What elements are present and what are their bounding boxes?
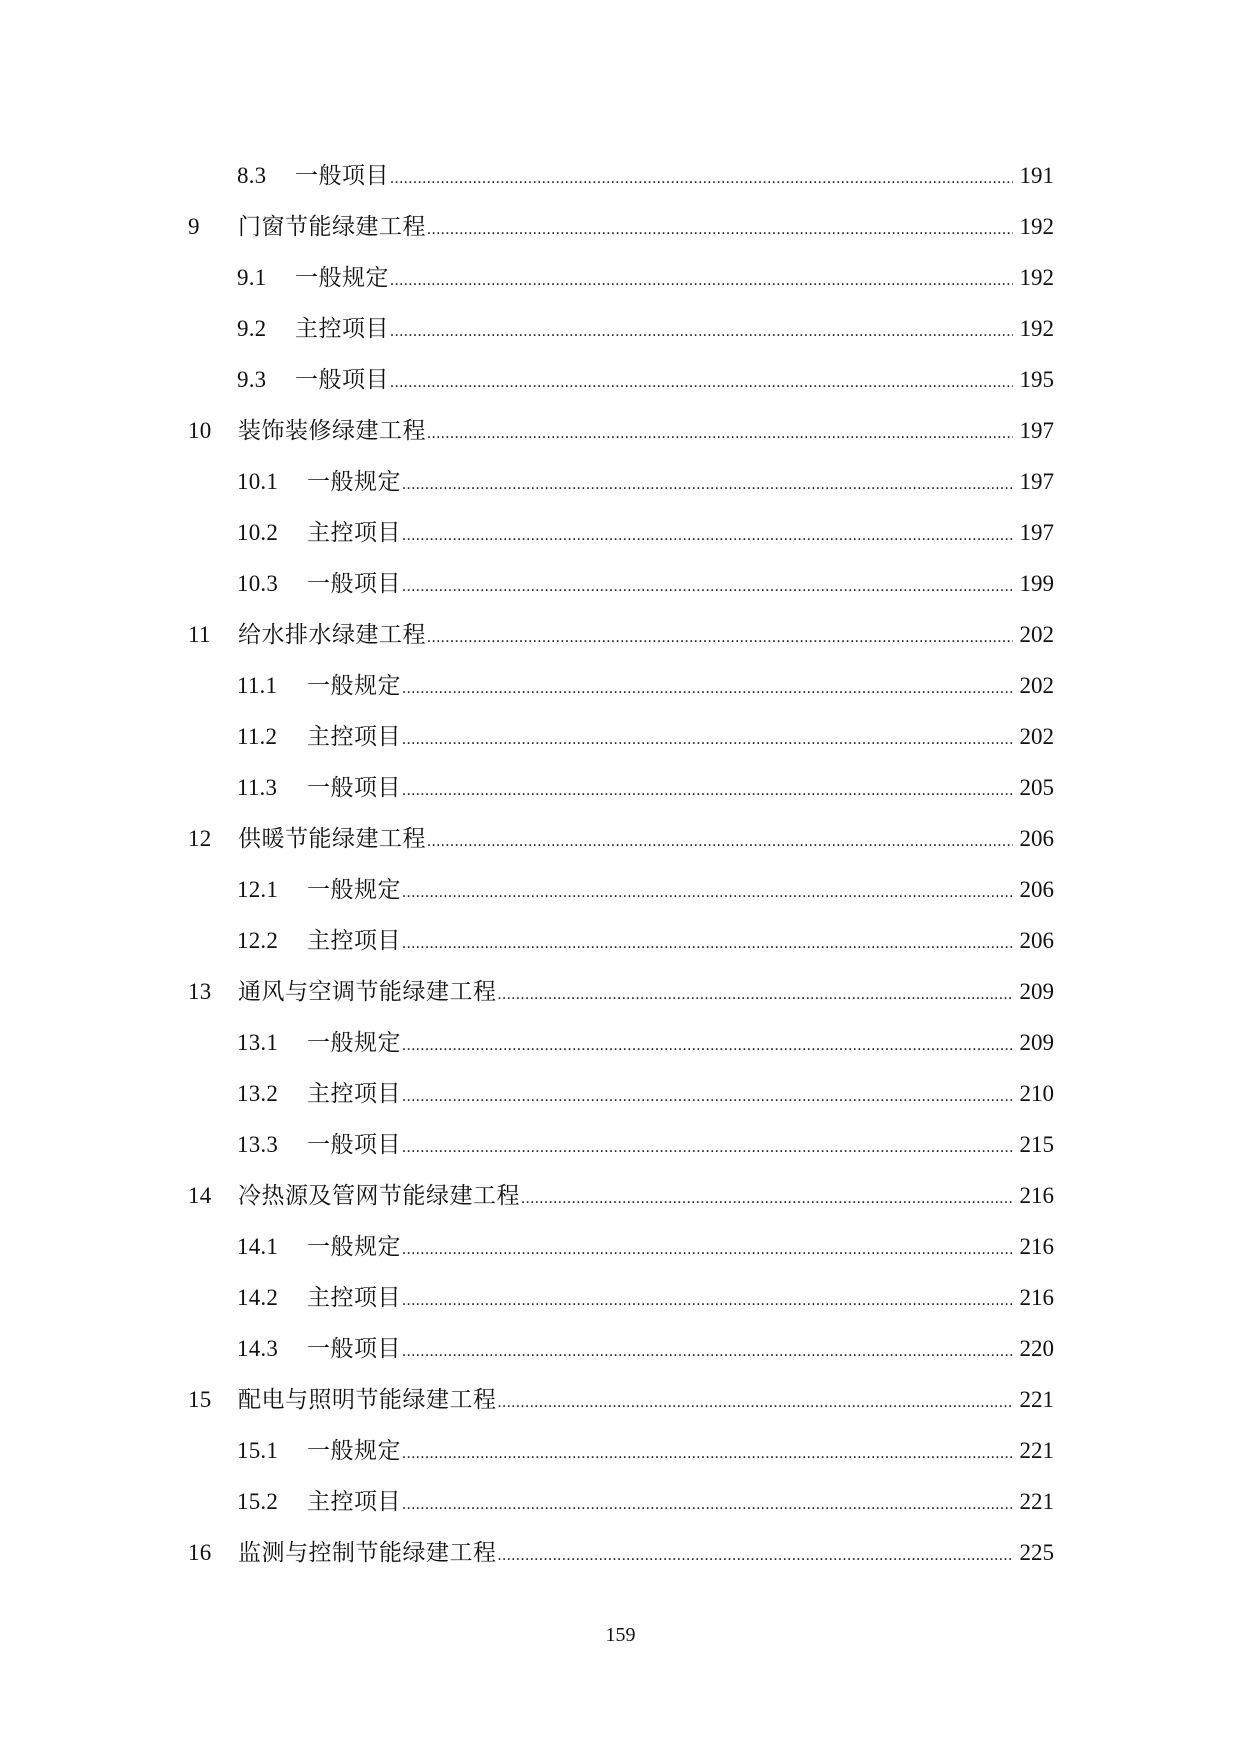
toc-dot-leader [402, 569, 1013, 599]
toc-chapter-entry[interactable] [0, 1527, 1241, 1578]
toc-entry-number: 14.2 [237, 1284, 279, 1310]
toc-entry-page: 206 [1019, 876, 1054, 902]
toc-entry-page: 225 [1019, 1539, 1054, 1565]
toc-entry-title: 主控项目 [307, 1284, 401, 1310]
toc-entry-title: 通风与空调节能绿建工程 [238, 978, 497, 1004]
toc-entry-page: 197 [1019, 468, 1054, 494]
toc-entry-title: 主控项目 [307, 723, 401, 749]
toc-dot-leader [521, 1181, 1013, 1211]
toc-chapter-entry[interactable] [0, 1374, 1241, 1425]
toc-entry-number: 10.3 [237, 570, 279, 596]
toc-dot-leader [402, 1436, 1013, 1466]
toc-entry-page: 197 [1019, 519, 1054, 545]
toc-chapter-entry[interactable] [0, 405, 1241, 456]
toc-entry-title: 一般规定 [307, 1233, 401, 1259]
toc-entry-title: 供暖节能绿建工程 [238, 825, 426, 851]
toc-entry-title: 一般项目 [307, 1131, 401, 1157]
toc-entry-number: 15 [188, 1386, 212, 1412]
toc-chapter-entry[interactable] [0, 201, 1241, 252]
toc-section-entry[interactable] [0, 1323, 1241, 1374]
toc-entry-number: 15.2 [237, 1488, 279, 1514]
toc-entry-title: 一般规定 [307, 468, 401, 494]
toc-entry-number: 11.1 [237, 672, 278, 698]
toc-entry-title: 一般规定 [295, 264, 389, 290]
toc-dot-leader [402, 926, 1013, 956]
toc-entry-number: 9 [188, 213, 200, 239]
toc-entry-title: 一般规定 [307, 876, 401, 902]
toc-entry-number: 11.2 [237, 723, 278, 749]
toc-dot-leader [427, 416, 1013, 446]
toc-entry-number: 12 [188, 825, 212, 851]
toc-entry-title: 主控项目 [295, 315, 389, 341]
toc-dot-leader [402, 722, 1013, 752]
toc-entry-page: 216 [1019, 1233, 1054, 1259]
toc-dot-leader [402, 1028, 1013, 1058]
toc-section-entry[interactable] [0, 1476, 1241, 1527]
toc-dot-leader [498, 1538, 1014, 1568]
toc-entry-number: 12.1 [237, 876, 279, 902]
toc-entry-number: 11.3 [237, 774, 278, 800]
toc-entry-number: 15.1 [237, 1437, 279, 1463]
toc-dot-leader [402, 1130, 1013, 1160]
toc-dot-leader [402, 1487, 1013, 1517]
toc-section-entry[interactable] [0, 711, 1241, 762]
toc-section-entry[interactable] [0, 303, 1241, 354]
toc-dot-leader [390, 161, 1013, 191]
toc-entry-title: 主控项目 [307, 1488, 401, 1514]
toc-entry-title: 一般项目 [307, 570, 401, 596]
toc-section-entry[interactable] [0, 558, 1241, 609]
toc-section-entry[interactable] [0, 354, 1241, 405]
toc-dot-leader [427, 620, 1013, 650]
toc-entry-title: 主控项目 [307, 927, 401, 953]
toc-entry-page: 199 [1019, 570, 1054, 596]
toc-entry-number: 13 [188, 978, 212, 1004]
toc-section-entry[interactable] [0, 456, 1241, 507]
toc-dot-leader [402, 1283, 1013, 1313]
toc-entry-number: 9.2 [237, 315, 267, 341]
toc-dot-leader [498, 1385, 1014, 1415]
toc-entry-number: 10 [188, 417, 212, 443]
toc-entry-page: 202 [1019, 621, 1054, 647]
toc-entry-title: 一般规定 [307, 672, 401, 698]
toc-entry-number: 12.2 [237, 927, 279, 953]
toc-entry-title: 门窗节能绿建工程 [238, 213, 426, 239]
toc-section-entry[interactable] [0, 660, 1241, 711]
toc-entry-title: 一般规定 [307, 1437, 401, 1463]
toc-entry-page: 209 [1019, 1029, 1054, 1055]
toc-chapter-entry[interactable] [0, 1170, 1241, 1221]
table-of-contents [0, 150, 1241, 1578]
toc-entry-title: 冷热源及管网节能绿建工程 [238, 1182, 520, 1208]
toc-entry-number: 10.1 [237, 468, 279, 494]
toc-section-entry[interactable] [0, 252, 1241, 303]
toc-entry-title: 主控项目 [307, 519, 401, 545]
toc-dot-leader [390, 314, 1013, 344]
toc-entry-page: 206 [1019, 825, 1054, 851]
toc-section-entry[interactable] [0, 1272, 1241, 1323]
toc-entry-title: 一般项目 [307, 774, 401, 800]
toc-entry-number: 9.1 [237, 264, 267, 290]
toc-entry-page: 210 [1019, 1080, 1054, 1106]
toc-section-entry[interactable] [0, 1068, 1241, 1119]
toc-entry-page: 209 [1019, 978, 1054, 1004]
toc-dot-leader [498, 977, 1014, 1007]
toc-dot-leader [427, 824, 1013, 854]
toc-entry-page: 192 [1019, 213, 1054, 239]
toc-dot-leader [402, 773, 1013, 803]
toc-section-entry[interactable] [0, 915, 1241, 966]
toc-entry-number: 8.3 [237, 162, 267, 188]
toc-entry-page: 216 [1019, 1284, 1054, 1310]
toc-entry-number: 14.1 [237, 1233, 279, 1259]
toc-entry-number: 9.3 [237, 366, 267, 392]
toc-chapter-entry[interactable] [0, 609, 1241, 660]
toc-chapter-entry[interactable] [0, 966, 1241, 1017]
toc-entry-title: 配电与照明节能绿建工程 [238, 1386, 497, 1412]
toc-entry-page: 220 [1019, 1335, 1054, 1361]
toc-entry-page: 192 [1019, 264, 1054, 290]
toc-section-entry[interactable] [0, 1221, 1241, 1272]
toc-entry-page: 197 [1019, 417, 1054, 443]
toc-section-entry[interactable] [0, 1017, 1241, 1068]
toc-entry-page: 206 [1019, 927, 1054, 953]
toc-section-entry[interactable] [0, 1425, 1241, 1476]
toc-entry-number: 14.3 [237, 1335, 279, 1361]
toc-entry-number: 13.1 [237, 1029, 279, 1055]
toc-dot-leader [427, 212, 1013, 242]
toc-dot-leader [402, 875, 1013, 905]
toc-entry-number: 14 [188, 1182, 212, 1208]
toc-entry-page: 221 [1019, 1386, 1054, 1412]
toc-dot-leader [402, 1334, 1013, 1364]
toc-section-entry[interactable] [0, 150, 1241, 201]
toc-dot-leader [402, 518, 1013, 548]
toc-dot-leader [390, 263, 1013, 293]
toc-section-entry[interactable] [0, 864, 1241, 915]
toc-entry-number: 13.2 [237, 1080, 279, 1106]
page-number: 159 [605, 1624, 636, 1646]
toc-entry-page: 215 [1019, 1131, 1054, 1157]
toc-entry-number: 16 [188, 1539, 212, 1565]
toc-section-entry[interactable] [0, 507, 1241, 558]
toc-entry-number: 13.3 [237, 1131, 279, 1157]
toc-entry-page: 202 [1019, 723, 1054, 749]
toc-entry-page: 221 [1019, 1488, 1054, 1514]
toc-dot-leader [402, 1232, 1013, 1262]
toc-entry-page: 205 [1019, 774, 1054, 800]
toc-dot-leader [402, 671, 1013, 701]
toc-chapter-entry[interactable] [0, 813, 1241, 864]
toc-entry-title: 装饰装修绿建工程 [238, 417, 426, 443]
toc-entry-title: 一般项目 [295, 162, 389, 188]
toc-dot-leader [390, 365, 1013, 395]
toc-section-entry[interactable] [0, 762, 1241, 813]
toc-entry-title: 给水排水绿建工程 [238, 621, 426, 647]
toc-entry-page: 192 [1019, 315, 1054, 341]
toc-entry-page: 202 [1019, 672, 1054, 698]
toc-dot-leader [402, 467, 1013, 497]
toc-entry-page: 221 [1019, 1437, 1054, 1463]
toc-entry-page: 195 [1019, 366, 1054, 392]
toc-entry-number: 11 [188, 621, 211, 647]
toc-section-entry[interactable] [0, 1119, 1241, 1170]
toc-entry-number: 10.2 [237, 519, 279, 545]
toc-entry-page: 216 [1019, 1182, 1054, 1208]
toc-dot-leader [402, 1079, 1013, 1109]
toc-entry-title: 一般项目 [295, 366, 389, 392]
toc-entry-title: 一般规定 [307, 1029, 401, 1055]
toc-entry-page: 191 [1019, 162, 1054, 188]
toc-entry-title: 监测与控制节能绿建工程 [238, 1539, 497, 1565]
toc-entry-title: 一般项目 [307, 1335, 401, 1361]
toc-entry-title: 主控项目 [307, 1080, 401, 1106]
